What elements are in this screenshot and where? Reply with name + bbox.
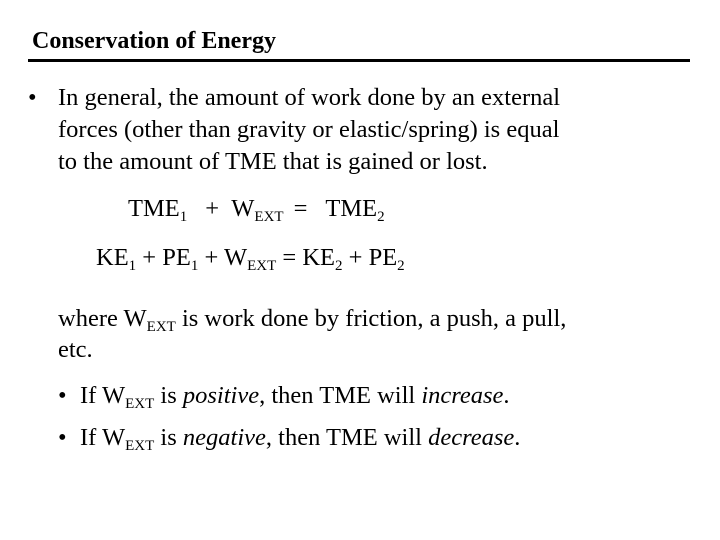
title-underline [28, 59, 690, 62]
bullet-line: In general, the amount of work done by an external [58, 84, 561, 111]
bullet-marker: • [58, 382, 67, 409]
bullet-line: forces (other than gravity or elastic/spring) is equal [58, 116, 560, 143]
eq-term: TME [128, 195, 180, 222]
eq-subscript: 2 [335, 258, 343, 274]
emphasis-text: positive [182, 382, 260, 409]
eq-term: + PE [348, 244, 398, 271]
where-line [58, 303, 678, 334]
sub-bullet-text: . [514, 424, 521, 451]
page-title: Conservation of Energy [32, 28, 276, 54]
eq-subscript: EXT [254, 209, 284, 225]
eq-term: TME [325, 195, 378, 222]
eq-subscript: 1 [190, 258, 199, 274]
eq-subscript: 1 [128, 258, 137, 274]
where-line: etc. [58, 336, 93, 363]
eq-subscript: 2 [377, 209, 385, 225]
bullet-marker: • [58, 424, 67, 451]
emphasis-text: negative [182, 424, 266, 451]
eq-term: = KE [282, 244, 335, 271]
sub-bullet-text: If W [80, 424, 126, 451]
emphasis-text: decrease [428, 424, 515, 451]
sub-bullet-text: . [503, 382, 510, 409]
bullet-text [58, 82, 698, 178]
where-paragraph [58, 303, 678, 365]
eq-subscript: EXT [247, 258, 277, 274]
where-text: where W [58, 305, 147, 332]
eq-subscript: 1 [179, 209, 188, 225]
eq-subscript: EXT [125, 438, 155, 454]
eq-term: W [231, 195, 255, 222]
sub-bullet-positive [58, 381, 510, 411]
eq-subscript: EXT [125, 396, 155, 412]
sub-bullet-text: is [154, 424, 183, 451]
eq-term: + W [204, 244, 248, 271]
eq-operator: = [293, 195, 308, 222]
equation-tme [128, 194, 385, 224]
sub-bullet-text: , then TME will [259, 382, 422, 409]
eq-operator: + [205, 195, 220, 222]
eq-term: + PE [142, 244, 191, 271]
eq-term: KE [96, 244, 129, 271]
emphasis-text: increase [421, 382, 504, 409]
bullet-marker: • [28, 84, 37, 111]
sub-bullet-text: If W [80, 382, 126, 409]
sub-bullet-text: , then TME will [265, 424, 429, 451]
equation-ke-pe [96, 243, 405, 273]
eq-subscript: 2 [397, 258, 405, 274]
eq-subscript: EXT [146, 319, 176, 335]
bullet-line: to the amount of TME that is gained or lost. [58, 148, 488, 175]
sub-bullet-text: is [154, 382, 183, 409]
where-text: is work done by friction, a push, a pull, [175, 305, 567, 332]
sub-bullet-negative [58, 423, 520, 453]
